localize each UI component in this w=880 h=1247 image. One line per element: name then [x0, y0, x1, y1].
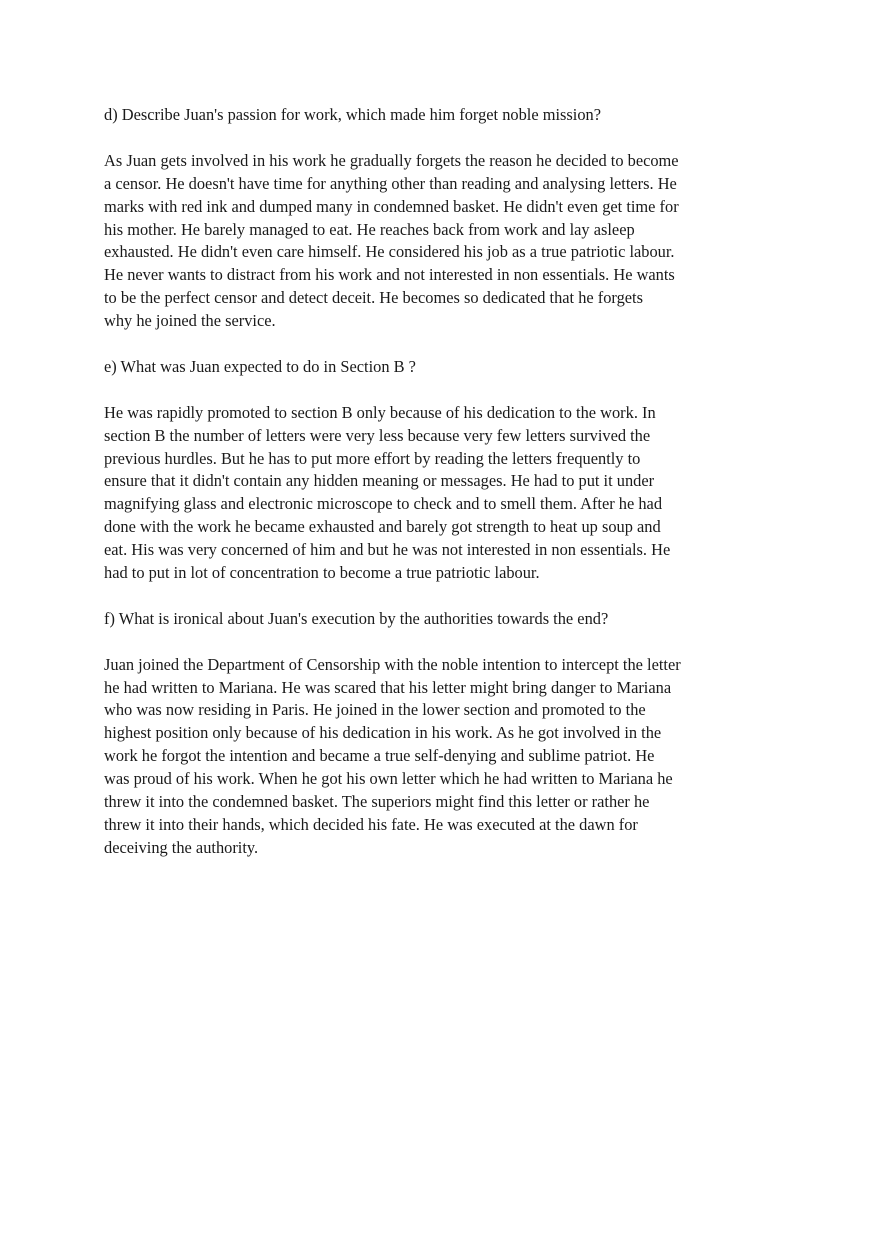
- answer-line: had to put in lot of concentration to become a true patriotic labour.: [104, 563, 540, 583]
- answer-line: threw it into the condemned basket. The superiors might find this letter or rather he: [104, 792, 650, 812]
- answer-line: done with the work he became exhausted and barely got strength to heat up soup and: [104, 517, 661, 537]
- answer-line: who was now residing in Paris. He joined in the lower section and promoted to the: [104, 700, 646, 720]
- answer-line: threw it into their hands, which decided his fate. He was executed at the dawn for: [104, 815, 638, 835]
- answer-line: As Juan gets involved in his work he gradually forgets the reason he decided to become: [104, 150, 679, 170]
- answer-e: [104, 402, 744, 585]
- answer-line: why he joined the service.: [104, 311, 276, 331]
- answer-line: he had written to Mariana. He was scared that his letter might bring danger to Mariana: [104, 677, 672, 697]
- answer-line: work he forgot the intention and became a true self-denying and sublime patriot. He: [104, 746, 655, 766]
- answer-line: a censor. He doesn't have time for anything other than reading and analysing letters. He: [104, 173, 677, 193]
- answer-line: magnifying glass and electronic microscope to check and to smell them. After he had: [104, 494, 663, 514]
- answer-f: [104, 654, 744, 860]
- answer-line: exhausted. He didn't even care himself. He considered his job as a true patriotic labour.: [104, 242, 675, 262]
- answer-line: was proud of his work. When he got his own letter which he had written to Mariana he: [104, 769, 673, 789]
- question-e: e) What was Juan expected to do in Section B ?: [104, 356, 416, 376]
- answer-line: He never wants to distract from his work and not interested in non essentials. He wants: [104, 265, 675, 285]
- question-f: f) What is ironical about Juan's execution by the authorities towards the end?: [104, 608, 609, 628]
- answer-d: [104, 150, 744, 333]
- document-body: [104, 104, 744, 883]
- answer-line: his mother. He barely managed to eat. He reaches back from work and lay asleep: [104, 219, 635, 239]
- answer-line: marks with red ink and dumped many in condemned basket. He didn't even get time for: [104, 196, 679, 216]
- answer-line: section B the number of letters were very less because very few letters survived the: [104, 425, 651, 445]
- answer-line: ensure that it didn't contain any hidden meaning or messages. He had to put it under: [104, 471, 655, 491]
- answer-line: deceiving the authority.: [104, 837, 259, 857]
- question-d: d) Describe Juan's passion for work, which made him forget noble mission?: [104, 105, 602, 124]
- answer-line: He was rapidly promoted to section B only because of his dedication to the work. In: [104, 402, 656, 422]
- answer-line: Juan joined the Department of Censorship with the noble intention to intercept the letter: [104, 654, 681, 674]
- answer-line: eat. His was very concerned of him and but he was not interested in non essentials. He: [104, 540, 671, 560]
- answer-line: highest position only because of his dedication in his work. As he got involved in the: [104, 723, 662, 743]
- answer-line: previous hurdles. But he has to put more effort by reading the letters frequently to: [104, 448, 641, 468]
- answer-line: to be the perfect censor and detect deceit. He becomes so dedicated that he forgets: [104, 288, 643, 308]
